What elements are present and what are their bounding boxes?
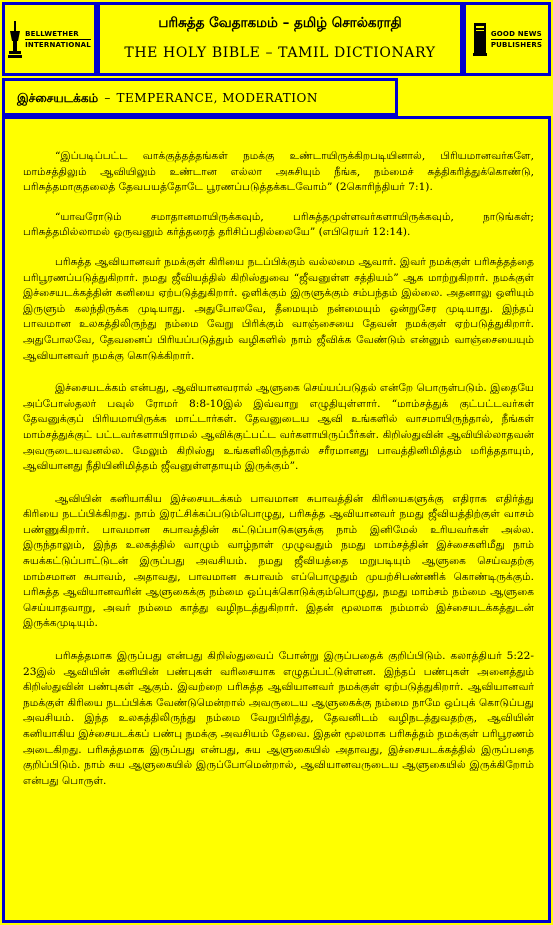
good-news-publishers-logo (463, 2, 551, 76)
paragraph-body: இச்சையடக்கம் என்பது, ஆவியானவரால் ஆளுகை செய்யப்படுதல் என்றே பொருள்படும். இதையே அப்போஸ்தலர் பவுல் ரோமர் 8:8-10இல் இவ்வாறு எழுதியுள்ளார். “மாம்சத்துக் குட்பட்டவர்கள் தேவனுக்குப் பிரியமாயிருக்க மாட்டார்கள். தேவனுடைய ஆவி உங்களில் வாசமாயிருந்தால், நீங்கள் மாம்சத்துக்குட் பட்டவர்களாயிராமல் ஆவிக்குட்பட்ட வர்களாயிருப்பீர்கள். கிறிஸ்துவின் ஆவியில்லாதவன் அவருடையவனல்ல. மேலும் கிறிஸ்து உங்களிலிருந்தால் சரீரமானது பாவத்தினிமித்தம் மரித்ததாயும், ஆவியானது நீதியினிமித்தம் ஜீவனுள்ளதாயும் இருக்கும்”. (23, 382, 534, 473)
topic-tamil: இச்சையடக்கம் (17, 91, 99, 105)
logo-left-line1: BELLWETHER (25, 30, 91, 40)
title-tamil: பரிசுத்த வேதாகமம் – தமிழ் சொல்கராதி (158, 15, 402, 31)
bellwether-logo (2, 2, 97, 76)
topic-english: TEMPERANCE, MODERATION (116, 91, 318, 105)
topic-separator: – (104, 91, 111, 105)
paragraph-body: ஆவியின் கனியாகிய இச்சையடக்கம் பாவமான சுபாவத்தின் கிரியைகளுக்கு எதிராக எதிர்த்து கிரியை நடப்பிக்கிறது. நாம் இரட்சிக்கப்படும்பொழுது, பரிசுத்த ஆவியானவர் நமது ஜீவியத்திற்குள் வாசம் பண்ணுகிறார். பாவமான சுபாவத்தின் கட்டுப்பாடுகளுக்கு நாம் இனிமேல் உரியவர்கள் அல்ல. இருந்தாலும், இந்த உலகத்தில் வாழும் வாழ்நாள் முழுவதும் நமது மாம்சத்தின் இச்சைகளிமீது நாம் சுயக்கட்டுப்பாட்டுடன் இருப்பது அவசியம். நமது ஜீவியத்தை மறுபடியும் ஆளுகை செய்வதற்கு மாம்சமான சுபாவம், அதாவது, பாவமான சுபாவம் எப்பொழுதும் முயற்சிபண்ணிக் கொண்டிருக்கும். பரிசுத்த ஆவியானவரின் ஆளுகைக்கு நம்மை ஒப்புக்கொடுக்கும்பொழுது, நமது மாம்சம் நம்மை ஆளுகை செய்யாதவாறு, அவர் நம்மை காத்து வழிநடத்துகிறார். இதன் மூலமாக நம்மால் இச்சையடக்கத்துடன் இருக்கமுடியும். (23, 492, 534, 630)
article-content (2, 116, 551, 923)
paragraph-body: பரிசுத்தமாக இருப்பது என்பது கிறிஸ்துவைப் போன்று இருப்பதைக் குறிப்பிடும். கலாத்தியர் 5:22-23இல் ஆவியின் கனியின் பண்புகள் வரிசையாக எழுதப்பட்டுள்ளன. இந்தப் பண்புகள் அனைத்தும் கிறிஸ்துவின் பண்புகள் ஆகும். இவற்றை பரிசுத்த ஆவியானவர் நமக்குள் ஏற்படுத்துகிறார். ஆவியானவர் நமக்குள் கிரியை நடப்பிக்க வேண்டுமென்றால் அவருடைய ஆளுகைக்கு நம்மை நாமே ஒப்புக் கொடுப்பது அவசியம். இந்த உலகத்திலிருந்து நம்மை வேறுபிரித்து, தேவனிடம் வழிநடத்துவதற்கு, ஆவியின் கனியாகிய இச்சையடக்கப் பண்பு நமக்கு அவசியம் தேவை. இதன் மூலமாக பரிசுத்தம் நமக்குள் பரிபூரணம் அடைகிறது. பரிசுத்தமாக இருப்பது என்பது, சுய ஆளுகையில் அதாவது, இச்சையடக்கத்தில் இருப்பதை குறிப்பிடும். நாம் சுய ஆளுகையில் இருப்போமென்றால், ஆவியானவருடைய ஆளுகையில் இருக்கிறோம் என்பது பொருள். (23, 650, 534, 787)
topic-heading (5, 81, 395, 107)
paragraph-scripture-1: “இப்படிப்பட்ட வாக்குத்தத்தங்கள் நமக்கு உண்டாயிருக்கிறபடியினால், பிரியமானவர்களே, மாம்சத்திலும் ஆவியிலும் உண்டான எல்லா அசுசியும் நீங்க, நம்மைச் சுத்திகரித்துக்கொண்டு, பரிசுத்தமாகுதலைத் தேவபயத்தோடே பூரணப்படுத்தக்கடவோம்” (2கொரிந்தியர் 7:1). (23, 150, 534, 194)
logo-right-line2: PUBLISHERS (490, 40, 543, 49)
paragraph-body: பரிசுத்த ஆவியானவர் நமக்குள் கிரியை நடப்பிக்கும் வல்லமை ஆவார். இவர் நமக்குள் பரிசுத்தத்தை பரிபூரணப்படுத்துகிறார். நமது ஜீவியத்தில் கிறிஸ்துவை “ஜீவனுள்ள சத்தியம்” ஆக மாற்றுகிறார். நமக்குள் இச்சையடக்கத்தின் கனியை ஏற்படுத்துகிறார். ஒளிக்கும் இருளுக்கும் சம்பந்தம் இல்லை. அதனாலு ஒளியும் இருளும் கலந்திருக்க முடியாது. அதுபோலவே, தீமையும் நன்மையும் ஒன்றுசேர முடியாது. இந்தப் பாவமான உலகத்திலிருந்து நம்மை வேறு பிரிக்கும் வாஞ்சையை தேவன் நமக்குள் ஏற்படுத்துகிறார். அதுபோலவே, தேவனைப் பிரியப்படுத்தும் வழிகளில் நாம் ஜீவிக்க வேண்டும் என்னும் வாஞ்சையையும் ஆவியானவர் நமக்கு கொடுக்கிறார். (23, 255, 534, 362)
paragraph-scripture-2: “யாவரோடும் சமாதானமாயிருக்கவும், பரிசுத்தமுள்ளவர்களாயிருக்கவும், நாடுங்கள்; பரிசுத்தமில்லாமல் ஒருவனும் கர்த்தரைத் தரிசிப்பதில்லையே” (எபிரெயர் 12:14). (23, 210, 534, 239)
header-title-box (97, 2, 463, 76)
title-english: THE HOLY BIBLE – TAMIL DICTIONARY (124, 45, 436, 61)
book-icon (472, 21, 488, 57)
logo-right-line1: GOOD NEWS (490, 29, 542, 38)
logo-left-line2: INTERNATIONAL (25, 40, 91, 49)
topic-heading-box (2, 78, 398, 116)
lamp-icon (8, 19, 22, 59)
